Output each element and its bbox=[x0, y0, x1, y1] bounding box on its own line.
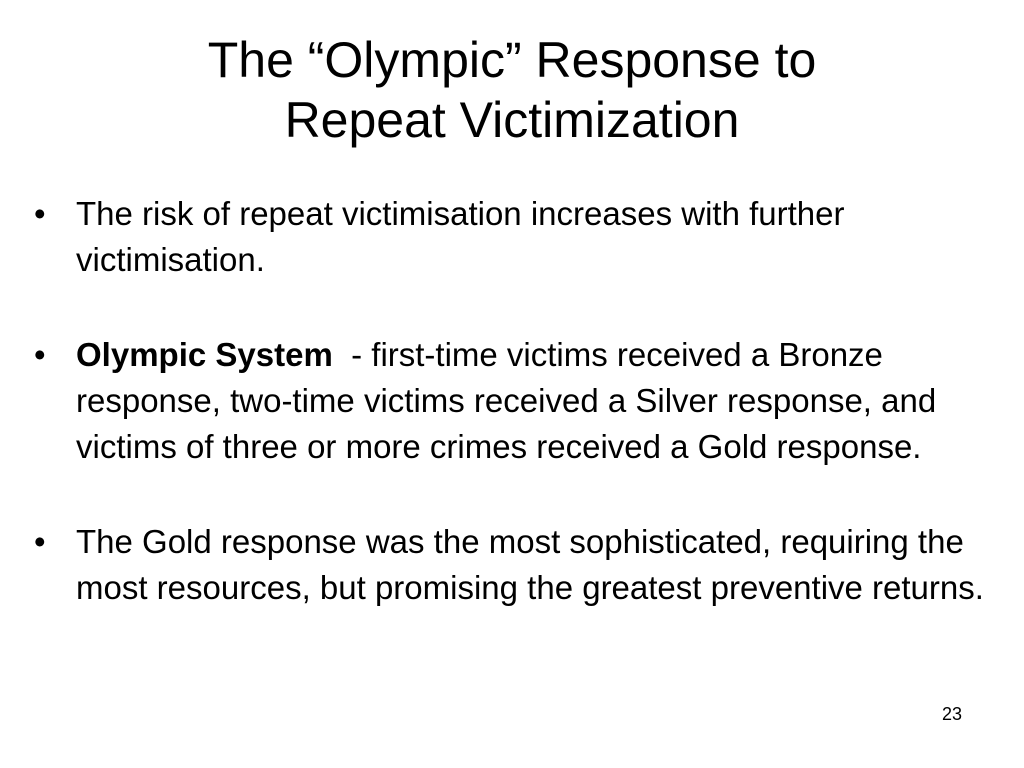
bullet-item-olympic-system bbox=[34, 332, 994, 470]
bullet-icon: • bbox=[34, 195, 46, 232]
bullet-item-gold-response bbox=[34, 519, 994, 611]
bullet-icon: • bbox=[34, 336, 46, 373]
slide-title-line-2: Repeat Victimization bbox=[284, 92, 740, 148]
page-number: 23 bbox=[941, 704, 962, 724]
bullet-icon: • bbox=[34, 523, 46, 560]
slide-title-line-1: The “Olympic” Response to bbox=[207, 32, 817, 88]
bullet-text: The risk of repeat victimisation increases with further victimisation. bbox=[76, 195, 845, 278]
bullet-item-repeat-risk bbox=[34, 191, 994, 283]
bullet-text: - first-time victims received a Bronze response, two-time victims received a Silver response, and victims of three or more crimes received a Gold response. bbox=[76, 336, 946, 465]
bullet-list bbox=[34, 191, 994, 611]
bullet-text: The Gold response was the most sophisticated, requiring the most resources, but promising the greatest preventive returns. bbox=[76, 523, 984, 606]
bullet-bold-term: Olympic System bbox=[76, 336, 333, 373]
slide-title bbox=[0, 30, 1024, 150]
